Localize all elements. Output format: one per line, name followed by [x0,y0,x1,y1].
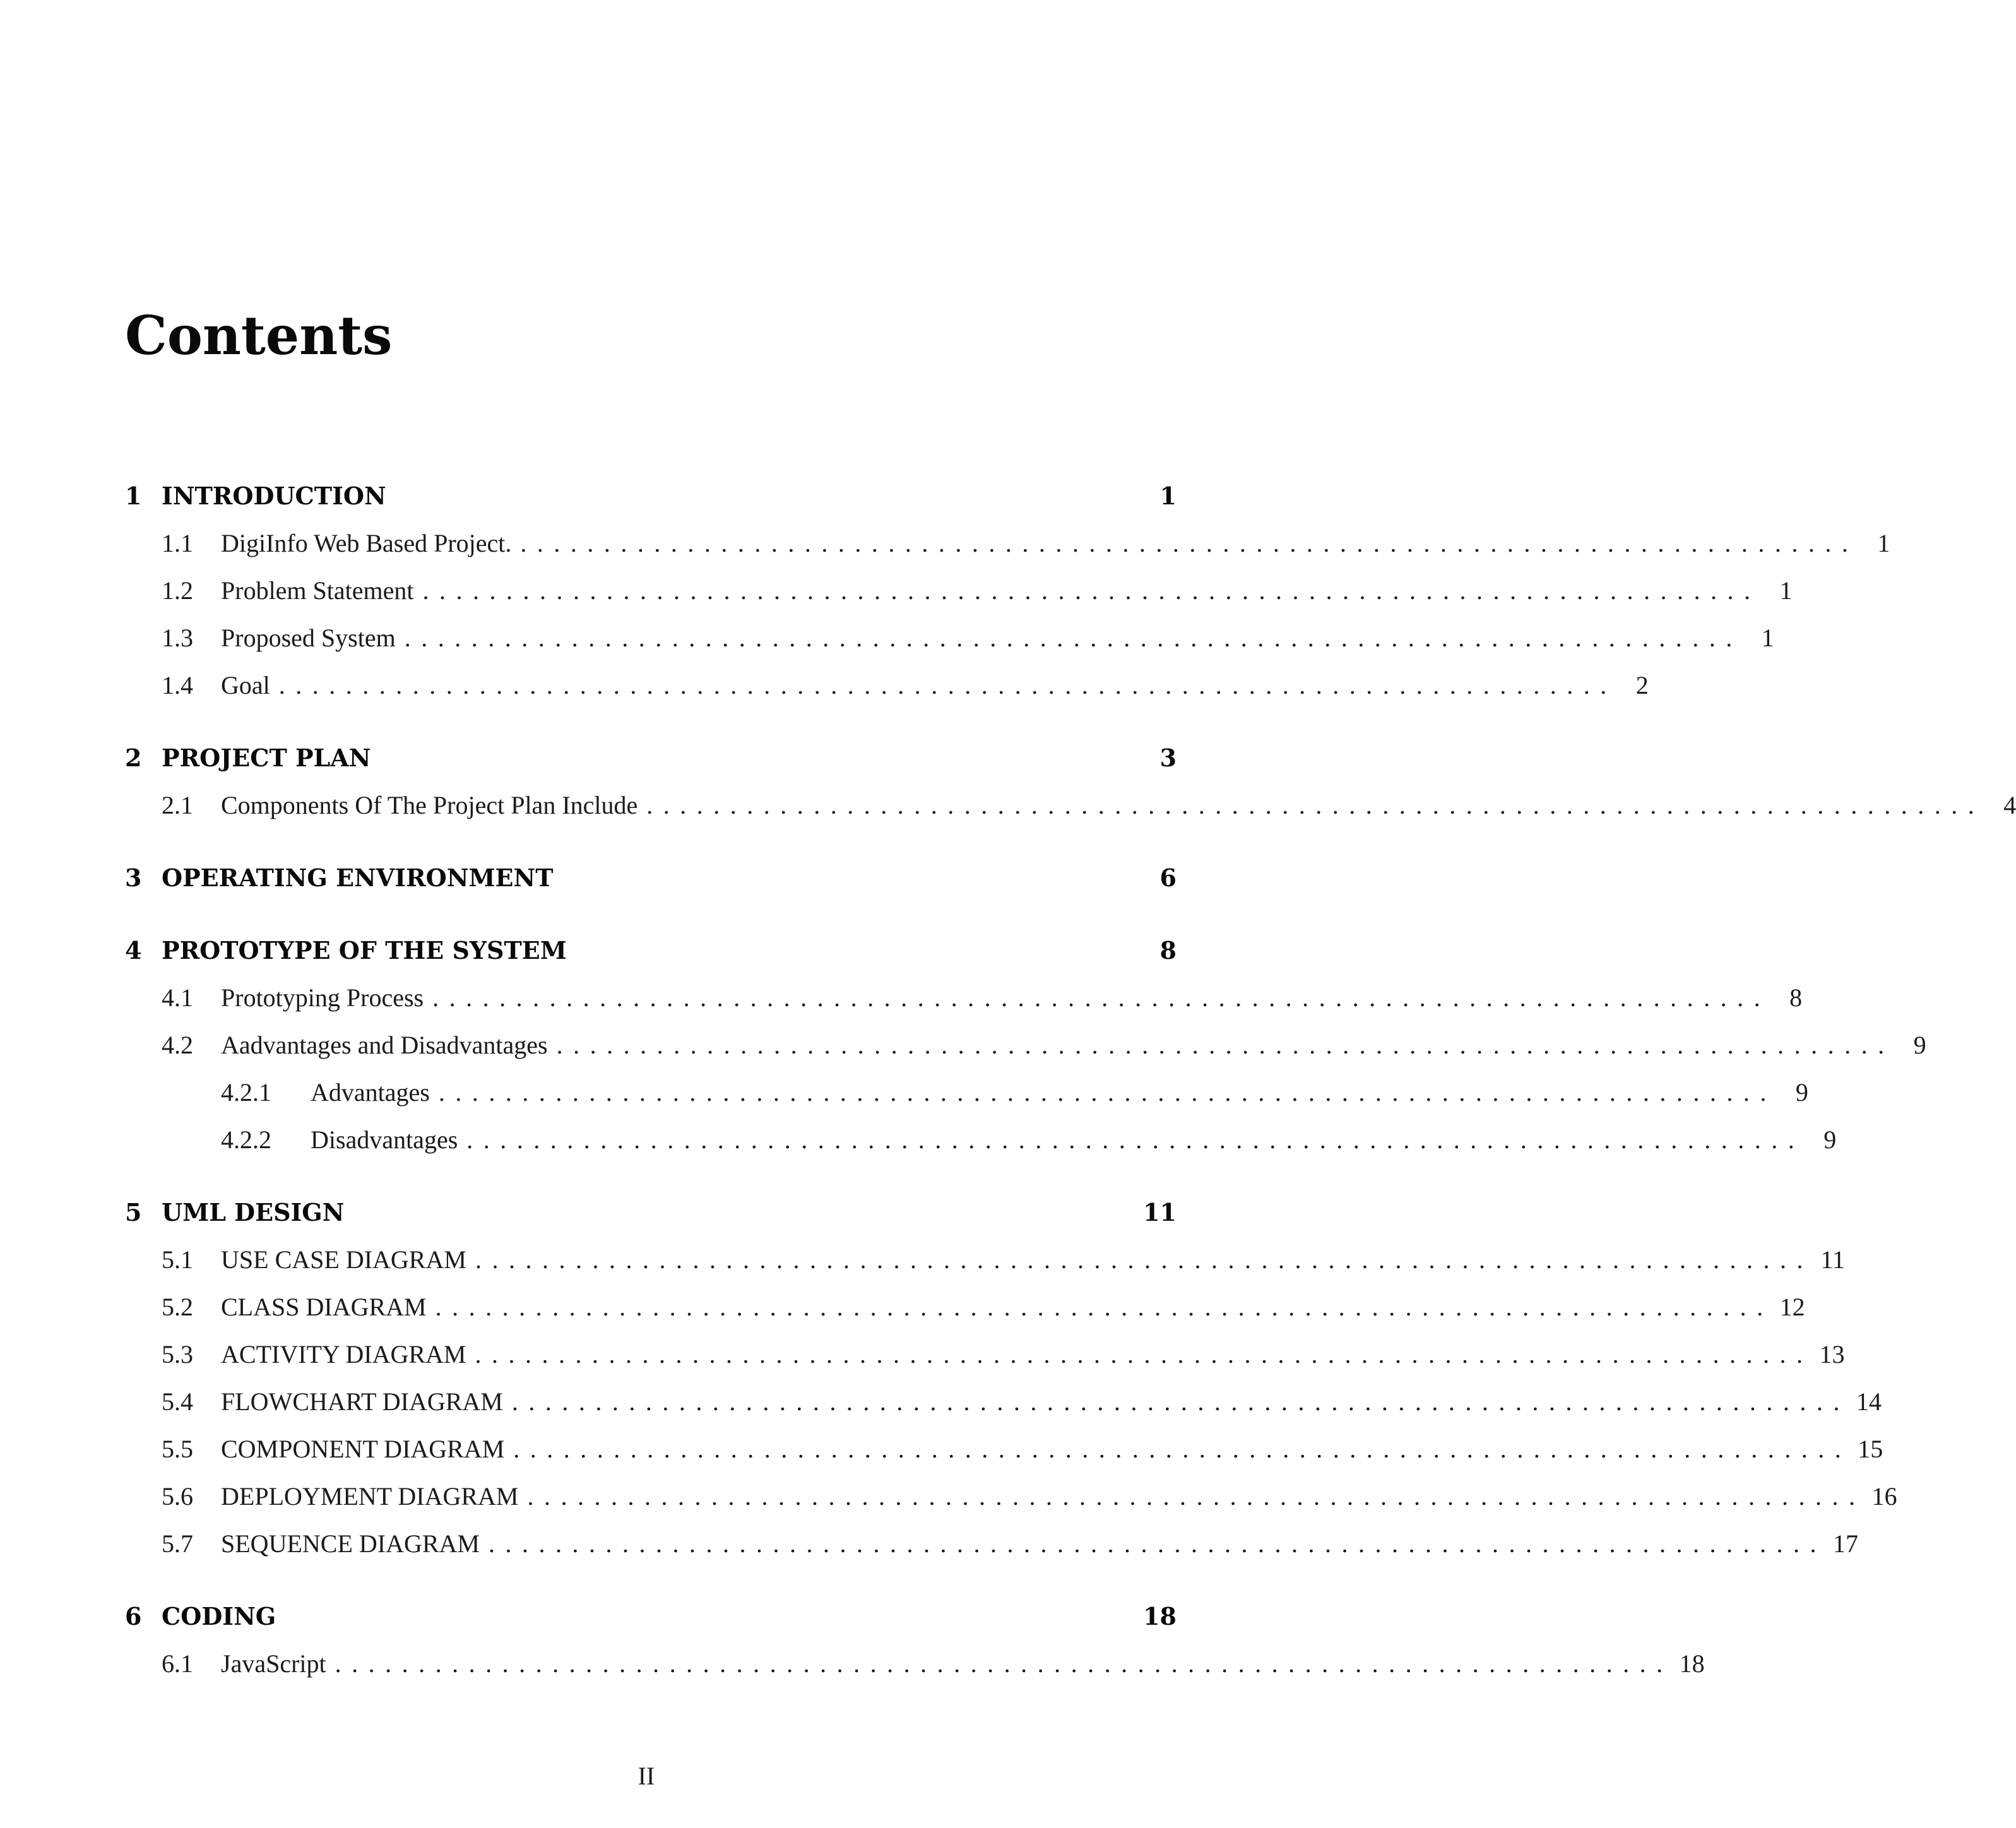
toc-entry-number: 4.1 [162,983,193,1012]
toc-entry-label: FLOWCHART DIAGRAM [221,1387,503,1416]
toc-entry-label: PROTOTYPE OF THE SYSTEM [162,935,567,964]
toc-entry-number: 5.3 [162,1339,193,1368]
toc-entry-number: 1.3 [162,623,193,652]
toc-section-entry[interactable] [125,978,1803,1016]
toc-section-entry[interactable] [125,666,1649,704]
toc-entry-page: 1 [1779,576,1793,605]
toc-section-entry[interactable] [125,1382,1882,1420]
toc-entry-number: 6.1 [162,1649,193,1678]
toc-entry-number: 5.4 [162,1387,193,1416]
toc-section-entry[interactable] [125,1288,1805,1326]
toc-section-entry[interactable] [125,524,1890,562]
toc-entry-label: ACTIVITY DIAGRAM [221,1339,466,1368]
table-of-contents [125,0,2016,1828]
toc-entry-page: 1 [1159,481,1177,510]
toc-dot-leader: ................................................................................ [438,1077,1777,1107]
toc-entry-number: 1.2 [162,576,193,605]
toc-entry-page: 1 [1761,623,1774,652]
toc-chapter-entry[interactable] [125,477,1177,514]
toc-section-entry[interactable] [125,1644,1705,1682]
toc-entry-number: 5.7 [162,1529,193,1558]
toc-entry-page: 6 [1159,863,1177,892]
toc-entry-number: 5.5 [162,1434,193,1463]
toc-entry-label: INTRODUCTION [162,481,386,510]
toc-dot-leader: ................................................................................ [511,1387,1850,1416]
toc-dot-leader: ................................................................................ [556,1030,1895,1059]
toc-dot-leader: ................................................................................ [335,1649,1673,1678]
page-title: Contents [125,304,393,367]
toc-dot-leader: ................................................................................ [513,1434,1852,1463]
toc-dot-leader: ................................................................................ [435,1292,1774,1321]
toc-entry-number: 4 [125,935,142,964]
toc-entry-label: Proposed System [221,623,396,652]
toc-entry-page: 16 [1871,1481,1897,1510]
toc-entry-page: 11 [1143,1197,1177,1226]
toc-entry-page: 15 [1858,1434,1883,1463]
toc-dot-leader: ................................................................................ [527,1481,1866,1510]
toc-dot-leader: ................................................................................ [475,1245,1813,1274]
toc-entry-label: DEPLOYMENT DIAGRAM [221,1481,519,1510]
toc-entry-page: 11 [1820,1245,1845,1274]
toc-entry-page: 3 [1159,743,1177,772]
toc-entry-page: 17 [1833,1529,1858,1558]
toc-entry-page: 8 [1159,935,1177,964]
toc-chapter-entry[interactable] [125,931,1177,969]
toc-entry-label: UML DESIGN [162,1197,345,1226]
toc-entry-label: PROJECT PLAN [162,743,371,772]
toc-entry-label: Advantages [311,1077,430,1107]
toc-chapter-entry[interactable] [125,1597,1177,1635]
toc-dot-leader: ................................................................................ [422,576,1761,605]
toc-dot-leader: ................................................................................ [520,528,1859,557]
toc-entry-label: OPERATING ENVIRONMENT [162,863,554,892]
toc-entry-number: 1.4 [162,670,193,699]
toc-dot-leader: ................................................................................ [278,670,1617,699]
toc-entry-page: 18 [1143,1601,1177,1630]
toc-entry-number: 6 [125,1601,142,1630]
toc-dot-leader: ................................................................................ [475,1339,1813,1368]
toc-entry-label: SEQUENCE DIAGRAM [221,1529,480,1558]
toc-entry-page: 18 [1679,1649,1705,1678]
toc-entry-number: 2.1 [162,790,193,819]
toc-entry-label: Aadvantages and Disadvantages [221,1030,548,1059]
toc-entry-label: JavaScript [221,1649,326,1678]
toc-entry-page: 4 [2003,790,2016,819]
toc-entry-page: 14 [1856,1387,1882,1416]
toc-section-entry[interactable] [125,571,1793,609]
toc-entry-label: Goal [221,670,270,699]
toc-section-entry[interactable] [125,1430,1883,1468]
toc-entry-number: 4.2.2 [221,1125,271,1154]
toc-entry-number: 2 [125,743,142,772]
toc-section-entry[interactable] [125,1335,1845,1373]
toc-entry-number: 3 [125,863,142,892]
toc-dot-leader: ................................................................................ [489,1529,1827,1558]
toc-entry-label: CLASS DIAGRAM [221,1292,427,1321]
toc-entry-number: 5.6 [162,1481,193,1510]
toc-entry-page: 2 [1635,670,1649,699]
toc-entry-label: Prototyping Process [221,983,424,1012]
toc-section-entry[interactable] [125,1240,1845,1278]
toc-entry-number: 5.1 [162,1245,193,1274]
toc-section-entry[interactable] [125,786,2016,824]
toc-section-entry[interactable] [125,1026,1926,1064]
toc-entry-number: 4.2.1 [221,1077,271,1107]
toc-section-entry[interactable] [125,1524,1858,1562]
toc-entry-page: 9 [1823,1125,1837,1154]
toc-entry-number: 1 [125,481,142,510]
toc-chapter-entry[interactable] [125,739,1177,776]
toc-entry-label: COMPONENT DIAGRAM [221,1434,505,1463]
toc-dot-leader: ................................................................................ [404,623,1743,652]
toc-entry-page: 8 [1789,983,1803,1012]
toc-section-entry[interactable] [125,1477,1897,1515]
toc-chapter-entry[interactable] [125,858,1177,896]
toc-entry-label: Disadvantages [311,1125,458,1154]
toc-entry-number: 5 [125,1197,142,1226]
toc-entry-label: Problem Statement [221,576,414,605]
toc-chapter-entry[interactable] [125,1193,1177,1231]
toc-entry-page: 12 [1779,1292,1805,1321]
toc-entry-label: Components Of The Project Plan Include [221,790,638,819]
toc-entry-number: 4.2 [162,1030,193,1059]
toc-entry-label: DigiInfo Web Based Project. [221,528,512,557]
toc-entry-page: 13 [1819,1339,1845,1368]
toc-section-entry[interactable] [125,1073,1808,1111]
toc-entry-page: 9 [1913,1030,1926,1059]
toc-entry-page: 1 [1877,528,1890,557]
toc-entry-label: CODING [162,1601,276,1630]
toc-section-entry[interactable] [125,1120,1837,1158]
toc-section-entry[interactable] [125,619,1774,656]
toc-dot-leader: ................................................................................ [466,1125,1805,1154]
toc-entry-page: 9 [1795,1077,1808,1107]
toc-entry-number: 1.1 [162,528,193,557]
page-number-footer: II [637,1762,655,1790]
toc-dot-leader: ................................................................................ [432,983,1771,1012]
toc-dot-leader: ................................................................................ [646,790,1985,819]
toc-entry-label: USE CASE DIAGRAM [221,1245,466,1274]
toc-entry-number: 5.2 [162,1292,193,1321]
